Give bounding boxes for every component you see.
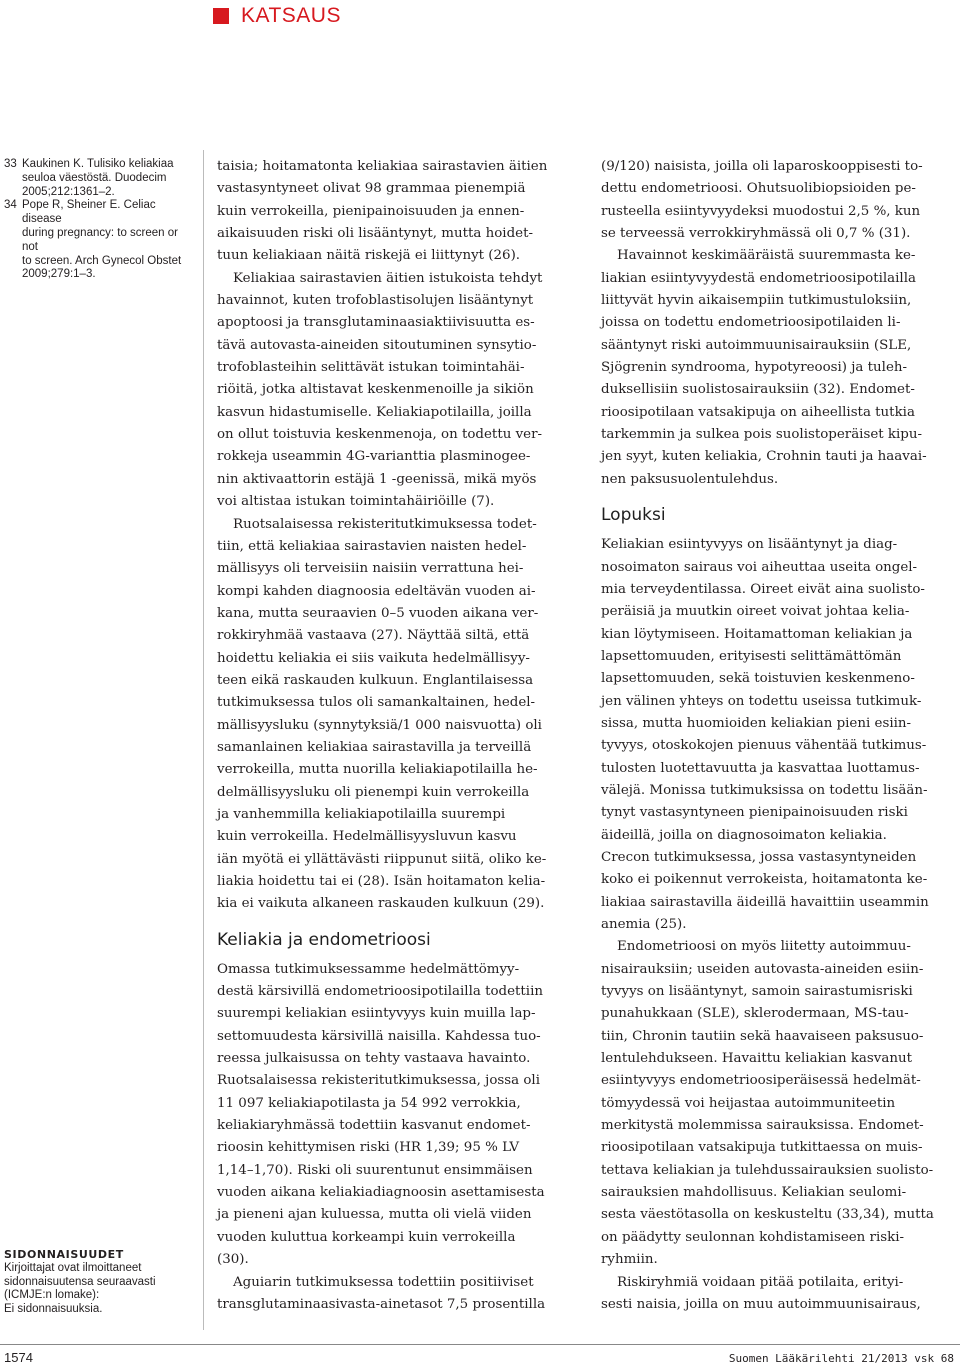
text-line: kuin verrokeilla, pienipainoisuuden ja ennen- <box>217 203 525 219</box>
text-line: rokkeja useammin 4G-varianttia plasminogee- <box>217 449 531 465</box>
text-line: trofoblasteihin selittävät istukan toimintahäi- <box>217 360 525 376</box>
reference-line: to screen. Arch Gynecol Obstet <box>22 254 182 267</box>
section-title: KATSAUS <box>241 4 341 27</box>
text-line: duksellisiin suolistosairauksiin (32). Endomet- <box>601 382 915 398</box>
text-line: liakia hoidettu tai ei (28). Isän hoitamaton kelia- <box>217 874 546 889</box>
text-line: tynyt vastasyntyneen pienipainoisuuden riski <box>601 805 908 821</box>
text-line: Endometrioosi on myös liitetty autoimmuu- <box>617 939 911 955</box>
text-line: tyvyys, otoskokojen pienuus vähentää tutkimus- <box>601 738 927 754</box>
text-line: liakian esiintyvyydestä endometrioosipotilailla <box>601 270 916 286</box>
section-marker-square <box>213 8 229 24</box>
text-line: rokkiryhmää vastaava (27). Näyttää siltä, että <box>217 628 530 644</box>
disclosure-line: Kirjoittajat ovat ilmoittaneet <box>4 1261 142 1274</box>
reference-line: 2009;279:1–3. <box>22 268 96 281</box>
paragraph <box>217 959 573 1272</box>
paragraph <box>601 534 957 936</box>
paragraph <box>217 268 573 514</box>
text-line: voi altistaa istukan toimintahäiriöille (7). <box>217 494 495 510</box>
text-line: tiin, Chronin tautiin sekä haavaiseen paksusuo- <box>601 1028 924 1044</box>
text-line: (30). <box>217 1252 249 1268</box>
text-line: sissa, mutta huomioiden keliakian pieni esiin- <box>601 715 912 731</box>
text-line: liakiaa sairastavilla äideillä havaittiin useammin <box>601 894 929 910</box>
text-line: kian löytymiseen. Hoitamattoman keliakian ja <box>601 626 913 642</box>
text-line: kuin verrokeilla. Hedelmällisyysluvun kasvu <box>217 829 517 845</box>
text-line: nen paksusuolentulehdus. <box>601 471 779 487</box>
text-line: aikaisuuden riski oli lisääntynyt, mutta hoidet- <box>217 226 533 242</box>
text-line: se terveessä verrokkiryhmässä oli 0,7 % (31). <box>601 226 911 242</box>
text-line: sairauksien mahdollisuus. Keliakian seulomi- <box>601 1185 907 1201</box>
article-column-2 <box>601 156 957 1316</box>
text-line: (9/120) naisista, joilla oli laparoskooppisesti to- <box>601 159 923 174</box>
reference-number: 33 <box>4 158 17 170</box>
paragraph <box>217 156 573 268</box>
journal-footer: Suomen Lääkärilehti 21/2013 vsk 68 <box>728 1352 954 1365</box>
text-line: joissa on todettu endometrioosipotilaiden li- <box>601 315 901 331</box>
text-line: Ruotsalaisessa rekisteritutkimuksessa, jossa oli <box>217 1073 540 1089</box>
disclosure-heading: SIDONNAISUUDET <box>4 1248 124 1261</box>
text-line: suurempi keliakian esiintyvyys kuin muilla lap- <box>217 1006 536 1022</box>
text-line: kompi kahden diagnoosia edeltävän vuoden ai- <box>217 583 536 599</box>
text-line: on ollut toistuvia keskenmenoja, on todettu ver- <box>217 427 542 443</box>
disclosure-line: Ei sidonnaisuuksia. <box>4 1303 103 1316</box>
text-line: vuoden kuluttua korkeampi kuin verrokeilla <box>217 1229 516 1245</box>
footer-rule <box>0 1344 960 1345</box>
text-line: sääntynyt riski autoimmuunisairauksiin (SLE, <box>601 337 912 353</box>
reference-line: seuloa väestöstä. Duodecim <box>22 171 167 184</box>
text-line: lapsettomuuden, sekä toistuvien keskenmeno- <box>601 671 915 687</box>
text-line: anemia (25). <box>601 917 687 932</box>
text-line: delmällisyysluku oli pienempi kuin verrokeilla <box>217 784 530 800</box>
text-line: verrokeilla, mutta nuorilla keliakiapotilailla he- <box>217 762 538 778</box>
reference-line: 2005;212:1361–2. <box>22 185 115 198</box>
reference-text <box>22 199 194 282</box>
text-line: äideillä, joilla on diagnosoimaton keliakia. <box>601 827 887 843</box>
text-line: lapsettomuuden, erityisesti selittämättömän <box>601 648 902 664</box>
paragraph <box>601 245 957 491</box>
text-line: keliakiaryhmässä todettiin kasvanut endomet- <box>217 1118 531 1134</box>
paragraph <box>601 936 957 1271</box>
text-line: ja vanhemmilla keliakiapotilailla suurempi <box>217 806 506 822</box>
reference-text <box>22 158 174 199</box>
text-line: settomuudesta kärsivillä naisilla. Kahdessa tuo- <box>217 1028 541 1044</box>
text-line: vuoden aikana keliakiadiagnoosin asettamisesta <box>217 1185 545 1201</box>
text-line: tävä autovasta-aineiden sitoutuminen synsytio- <box>217 337 537 353</box>
reference-list <box>4 158 194 282</box>
text-line: liittyvät hyvin aikaisempiin tutkimustuloksiin, <box>601 293 912 309</box>
disclosure-line: (ICMJE:n lomake): <box>4 1289 100 1302</box>
text-line: riöitä, jotka altistavat keskenmenoille ja sikiön <box>217 382 534 398</box>
text-line: Omassa tutkimuksessamme hedelmättömyy- <box>217 961 520 977</box>
text-line: koko ei poikennut verrokeista, hoitamatonta ke- <box>601 872 928 888</box>
text-line: Ruotsalaisessa rekisteritutkimuksessa todet- <box>233 516 537 532</box>
text-line: sesta väestötasolla on keskusteltu (33,34), mutta <box>601 1207 934 1223</box>
text-line: rioosin kehittymisen riski (HR 1,39; 95 % LV <box>217 1140 520 1156</box>
text-line: mällisyysluku (synnytyksiä/1 000 naisvuotta) oli <box>217 717 542 733</box>
section-header <box>213 4 341 28</box>
text-line: nin aktivaattorin estäjä 1 -geenissä, mikä myös <box>217 471 537 487</box>
text-line: Riskiryhmiä voidaan pitää potilaita, erityi- <box>617 1274 904 1290</box>
text-line: kasvun hidastumiselle. Keliakiapotilailla, joilla <box>217 404 532 420</box>
text-line: tulosten luotettavuutta ja kasvattaa luottamus- <box>601 760 920 776</box>
text-line: Keliakiaa sairastavien äitien istukoista tehdyt <box>233 270 543 286</box>
text-line: transglutaminaasivasta-ainetasot 7,5 prosentilla <box>217 1296 546 1312</box>
text-line: tiin, että keliakiaa sairastavien naisten hedel- <box>217 538 527 554</box>
text-line: Aguiarin tutkimuksessa todettiin positiiviset <box>233 1274 534 1290</box>
text-line: on päädytty seulonnan kohdistamiseen riski- <box>601 1229 905 1245</box>
reference-item <box>4 158 194 199</box>
disclosure-text <box>4 1262 199 1317</box>
text-line: hoidettu keliakia ei siis vaikuta hedelmällisyy- <box>217 650 530 666</box>
text-line: jen välinen yhteys on todettu useissa tutkimuk- <box>601 693 922 709</box>
reference-number: 34 <box>4 199 17 212</box>
text-line: peräisiä ja muutkin oireet voivat johtaa kelia- <box>601 604 910 620</box>
text-line: samanlainen keliakiaa sairastavilla ja terveillä <box>217 739 532 755</box>
text-line: merkitystä molemmissa sairauksissa. Endomet- <box>601 1118 924 1134</box>
text-line: kana, mutta seuraavien 0–5 vuoden aikana ver- <box>217 605 539 621</box>
text-line: Sjögrenin syndrooma, hypotyreoosi) ja tuleh- <box>601 360 908 376</box>
disclosure-box <box>4 1248 199 1317</box>
text-line: rusteella esiintyvyydeksi muodostui 2,5 %, kun <box>601 203 921 219</box>
paragraph <box>601 156 957 245</box>
text-line: nosoimaton sairaus voi aiheuttaa useita ongel- <box>601 559 918 575</box>
text-line: tuun keliakiaan näitä riskejä ei liittynyt (26). <box>217 248 521 264</box>
text-line: nisairauksiin; useiden autovasta-aineiden esiin- <box>601 961 924 977</box>
text-line: punahukkaan (SLE), sklerodermaan, MS-tau- <box>601 1006 909 1022</box>
text-line: esiintyvyys endometrioosiperäisessä hedelmät- <box>601 1073 921 1089</box>
article-column-1 <box>217 156 573 1316</box>
reference-line: during pregnancy: to screen or not <box>22 226 178 253</box>
text-line: sesti naisia, joilla on muu autoimmuunisairaus, <box>601 1296 921 1312</box>
text-line: rioosipotilaan vatsakipuja on aiheellista tutkia <box>601 404 915 420</box>
text-line: rioosipotilaan vatsakipuja tutkittaessa on muis- <box>601 1140 923 1156</box>
text-line: Keliakian esiintyvyys on lisääntynyt ja diag- <box>601 537 898 553</box>
text-line: ja pieneni ajan kuluessa, mutta oli vielä viiden <box>217 1207 532 1223</box>
disclosure-line: sidonnaisuutensa seuraavasti <box>4 1275 156 1288</box>
text-line: ryhmiin. <box>601 1252 658 1268</box>
reference-item <box>4 199 194 282</box>
reference-line: Pope R, Sheiner E. Celiac disease <box>22 199 156 226</box>
text-line: mia terveydentilassa. Oireet eivät aina suolisto- <box>601 581 925 597</box>
text-line: apoptoosi ja transglutaminaasiaktiivisuutta es- <box>217 315 535 331</box>
text-line: välejä. Monissa tutkimuksissa on todettu lisään- <box>601 782 928 798</box>
text-line: 1,14–1,70). Riski oli suurentunut ensimmäisen <box>217 1162 533 1178</box>
page-number: 1574 <box>4 1350 33 1365</box>
text-line: jen syyt, kuten keliakia, Crohnin tauti ja haavai- <box>601 449 927 465</box>
text-line: vastasyntyneet olivat 98 grammaa pienempiä <box>217 181 526 197</box>
section-heading: Keliakia ja endometrioosi <box>217 929 431 950</box>
text-line: 11 097 keliakiapotilasta ja 54 992 verrokkia, <box>217 1095 521 1111</box>
text-line: Havainnot keskimääräistä suuremmasta ke- <box>617 248 916 264</box>
text-line: tarkemmin ja sulkea pois suolistoperäiset kipu- <box>601 427 923 443</box>
section-heading: Lopuksi <box>601 505 666 526</box>
text-line: taisia; hoitamatonta keliakiaa sairastavien äitien <box>217 159 548 174</box>
text-line: tettava keliakian ja tulehdussairauksien suolisto- <box>601 1162 934 1178</box>
reference-line: Kaukinen K. Tulisiko keliakiaa <box>22 158 174 170</box>
paragraph <box>217 514 573 916</box>
text-line: lentulehdukseen. Havaittu keliakian kasvanut <box>601 1051 912 1067</box>
text-line: tömyydessä voi heijastaa autoimmuniteetin <box>601 1095 896 1111</box>
text-line: havainnot, kuten trofoblastisolujen lisääntynyt <box>217 293 534 309</box>
text-line: Crecon tutkimuksessa, jossa vastasyntyneiden <box>601 849 917 865</box>
text-line: reessa julkaisussa on tehty vastaava havainto. <box>217 1051 531 1067</box>
paragraph <box>217 1272 573 1317</box>
text-line: tyvyys on lisääntynyt, samoin sairastumisriski <box>601 984 913 1000</box>
column-divider <box>203 150 204 1330</box>
text-line: mällisyys oli terveisiin naisiin verrattuna hei- <box>217 561 524 577</box>
text-line: teen eikä raskauden kulkuun. Englantilaisessa <box>217 672 534 688</box>
paragraph <box>601 1272 957 1317</box>
text-line: destä kärsivillä endometrioosipotilailla todettiin <box>217 984 543 1000</box>
text-line: kia ei vaikuta alkaneen raskauden kulkuun (29). <box>217 896 545 912</box>
text-line: dettu endometrioosi. Ohutsuolibiopsioiden pe- <box>601 181 916 197</box>
text-line: iän myötä ei yllättävästi riippunut siitä, oliko ke- <box>217 851 547 867</box>
text-line: tutkimuksessa tulos oli samankaltainen, hedel- <box>217 695 536 711</box>
